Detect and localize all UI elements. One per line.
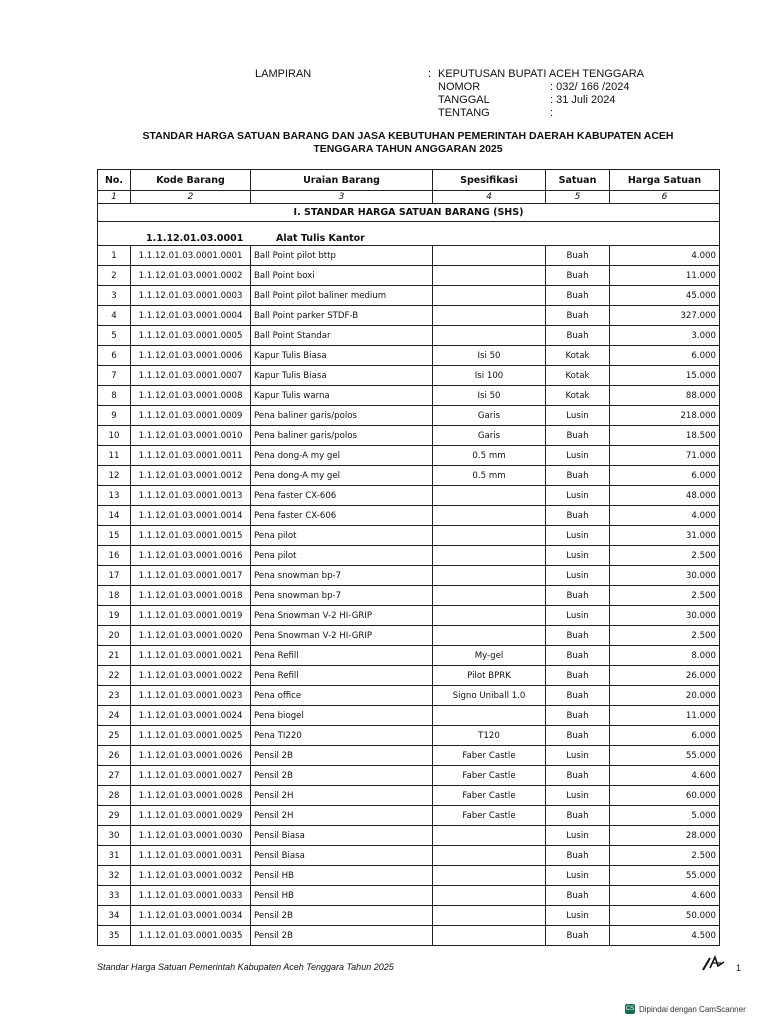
cell-spesifikasi: Faber Castle: [433, 786, 546, 806]
cell-no: 25: [98, 726, 131, 746]
cell-kode-barang: 1.1.12.01.03.0001.0012: [131, 466, 251, 486]
cell-spesifikasi: [433, 306, 546, 326]
cell-kode-barang: 1.1.12.01.03.0001.0007: [131, 366, 251, 386]
header-harga-satuan: Harga Satuan: [610, 170, 720, 191]
cell-kode-barang: 1.1.12.01.03.0001.0017: [131, 566, 251, 586]
table-row: [98, 486, 720, 506]
cell-harga-satuan: 6.000: [610, 346, 720, 366]
cell-satuan: Lusin: [546, 606, 610, 626]
cell-kode-barang: 1.1.12.01.03.0001.0023: [131, 686, 251, 706]
cell-spesifikasi: My-gel: [433, 646, 546, 666]
table-row: [98, 566, 720, 586]
cell-uraian-barang: Pensil 2B: [251, 746, 433, 766]
cell-uraian-barang: Ball Point Standar: [251, 326, 433, 346]
cell-kode-barang: 1.1.12.01.03.0001.0024: [131, 706, 251, 726]
cell-spesifikasi: 0.5 mm: [433, 446, 546, 466]
cell-kode-barang: 1.1.12.01.03.0001.0001: [131, 246, 251, 266]
cell-satuan: Buah: [546, 806, 610, 826]
cell-uraian-barang: Pensil Biasa: [251, 826, 433, 846]
cell-uraian-barang: Ball Point parker STDF-B: [251, 306, 433, 326]
cell-kode-barang: 1.1.12.01.03.0001.0005: [131, 326, 251, 346]
title-line-2: TENGGARA TAHUN ANGGARAN 2025: [313, 143, 503, 155]
cell-spesifikasi: [433, 926, 546, 946]
cell-no: 16: [98, 546, 131, 566]
tanggal-label: TANGGAL: [438, 94, 490, 106]
cell-harga-satuan: 71.000: [610, 446, 720, 466]
cell-uraian-barang: Kapur Tulis warna: [251, 386, 433, 406]
table-row: [98, 326, 720, 346]
cell-satuan: Buah: [546, 886, 610, 906]
cell-kode-barang: 1.1.12.01.03.0001.0020: [131, 626, 251, 646]
cell-harga-satuan: 218.000: [610, 406, 720, 426]
cell-no: 35: [98, 926, 131, 946]
cell-spesifikasi: [433, 906, 546, 926]
cell-harga-satuan: 8.000: [610, 646, 720, 666]
tentang-label: TENTANG: [438, 107, 490, 119]
nomor-value: : 032/ 166 /2024: [550, 81, 630, 93]
cell-satuan: Buah: [546, 306, 610, 326]
cell-no: 7: [98, 366, 131, 386]
cell-uraian-barang: Pena dong-A my gel: [251, 446, 433, 466]
cell-kode-barang: 1.1.12.01.03.0001.0025: [131, 726, 251, 746]
cell-spesifikasi: 0.5 mm: [433, 466, 546, 486]
cell-spesifikasi: T120: [433, 726, 546, 746]
cell-uraian-barang: Ball Point boxi: [251, 266, 433, 286]
tanggal-value: : 31 Juli 2024: [550, 94, 616, 106]
cell-spesifikasi: [433, 586, 546, 606]
cell-satuan: Lusin: [546, 486, 610, 506]
cell-spesifikasi: Isi 50: [433, 346, 546, 366]
cell-kode-barang: 1.1.12.01.03.0001.0028: [131, 786, 251, 806]
cell-uraian-barang: Pensil 2H: [251, 786, 433, 806]
table-row: [98, 606, 720, 626]
column-number: 5: [546, 191, 610, 204]
cell-harga-satuan: 2.500: [610, 546, 720, 566]
lampiran-colon: :: [428, 68, 432, 80]
header-no: No.: [98, 170, 131, 191]
cell-no: 23: [98, 686, 131, 706]
cell-spesifikasi: [433, 546, 546, 566]
cell-harga-satuan: 30.000: [610, 606, 720, 626]
cell-harga-satuan: 6.000: [610, 726, 720, 746]
column-number: 1: [98, 191, 131, 204]
column-number: 2: [131, 191, 251, 204]
cell-harga-satuan: 2.500: [610, 846, 720, 866]
cell-uraian-barang: Pena pilot: [251, 546, 433, 566]
column-number: 3: [251, 191, 433, 204]
cell-kode-barang: 1.1.12.01.03.0001.0003: [131, 286, 251, 306]
cell-spesifikasi: Faber Castle: [433, 746, 546, 766]
cell-harga-satuan: 88.000: [610, 386, 720, 406]
cell-spesifikasi: [433, 566, 546, 586]
cell-satuan: Lusin: [546, 526, 610, 546]
table-row: [98, 546, 720, 566]
cell-harga-satuan: 31.000: [610, 526, 720, 546]
cell-harga-satuan: 327.000: [610, 306, 720, 326]
price-table: [97, 169, 720, 946]
cell-satuan: Kotak: [546, 366, 610, 386]
table-row: [98, 886, 720, 906]
table-row: [98, 726, 720, 746]
camscanner-text: Dipindai dengan CamScanner: [639, 1004, 746, 1014]
table-row: [98, 586, 720, 606]
nomor-label: NOMOR: [438, 81, 481, 93]
table-row: [98, 646, 720, 666]
cell-uraian-barang: Ball Point pilot bttp: [251, 246, 433, 266]
cell-satuan: Buah: [546, 766, 610, 786]
cell-satuan: Buah: [546, 846, 610, 866]
document-title: [100, 130, 716, 156]
cell-no: 22: [98, 666, 131, 686]
cell-spesifikasi: [433, 826, 546, 846]
cell-kode-barang: 1.1.12.01.03.0001.0006: [131, 346, 251, 366]
column-number: 6: [610, 191, 720, 204]
table-row: [98, 846, 720, 866]
table-row: [98, 866, 720, 886]
cell-uraian-barang: Pena baliner garis/polos: [251, 426, 433, 446]
cell-satuan: Buah: [546, 506, 610, 526]
cell-kode-barang: 1.1.12.01.03.0001.0022: [131, 666, 251, 686]
cell-uraian-barang: Pena Refill: [251, 646, 433, 666]
cell-harga-satuan: 2.500: [610, 586, 720, 606]
cell-harga-satuan: 4.600: [610, 886, 720, 906]
table-row: [98, 666, 720, 686]
cell-harga-satuan: 55.000: [610, 866, 720, 886]
cell-no: 15: [98, 526, 131, 546]
footer-text: Standar Harga Satuan Pemerintah Kabupaten Aceh Tenggara Tahun 2025: [97, 962, 394, 972]
cell-kode-barang: 1.1.12.01.03.0001.0027: [131, 766, 251, 786]
cell-no: 24: [98, 706, 131, 726]
cell-satuan: Buah: [546, 726, 610, 746]
cell-harga-satuan: 28.000: [610, 826, 720, 846]
cell-no: 3: [98, 286, 131, 306]
table-row: [98, 366, 720, 386]
cell-spesifikasi: [433, 506, 546, 526]
cell-uraian-barang: Pena TI220: [251, 726, 433, 746]
cell-spesifikasi: [433, 326, 546, 346]
table-row: [98, 806, 720, 826]
cell-kode-barang: 1.1.12.01.03.0001.0014: [131, 506, 251, 526]
cell-no: 18: [98, 586, 131, 606]
cell-no: 12: [98, 466, 131, 486]
cell-spesifikasi: [433, 526, 546, 546]
cell-harga-satuan: 4.000: [610, 506, 720, 526]
header-uraian-barang: Uraian Barang: [251, 170, 433, 191]
cell-kode-barang: 1.1.12.01.03.0001.0021: [131, 646, 251, 666]
table-row: [98, 506, 720, 526]
cell-no: 5: [98, 326, 131, 346]
cell-uraian-barang: Pensil 2B: [251, 926, 433, 946]
cell-harga-satuan: 4.000: [610, 246, 720, 266]
cell-kode-barang: 1.1.12.01.03.0001.0034: [131, 906, 251, 926]
group-code: 1.1.12.01.03.0001: [146, 233, 244, 244]
cell-harga-satuan: 60.000: [610, 786, 720, 806]
cell-satuan: Lusin: [546, 746, 610, 766]
cell-kode-barang: 1.1.12.01.03.0001.0008: [131, 386, 251, 406]
cell-harga-satuan: 45.000: [610, 286, 720, 306]
group-row: [98, 232, 720, 246]
cell-kode-barang: 1.1.12.01.03.0001.0030: [131, 826, 251, 846]
cell-satuan: Buah: [546, 426, 610, 446]
cell-no: 14: [98, 506, 131, 526]
cell-uraian-barang: Pena baliner garis/polos: [251, 406, 433, 426]
cell-uraian-barang: Pena dong-A my gel: [251, 466, 433, 486]
cell-kode-barang: 1.1.12.01.03.0001.0029: [131, 806, 251, 826]
cell-uraian-barang: Pensil 2B: [251, 906, 433, 926]
spacer-row: [98, 222, 720, 233]
cell-kode-barang: 1.1.12.01.03.0001.0019: [131, 606, 251, 626]
cell-no: 33: [98, 886, 131, 906]
cell-satuan: Buah: [546, 266, 610, 286]
table-row: [98, 686, 720, 706]
cell-spesifikasi: [433, 246, 546, 266]
table-header-row: [98, 170, 720, 191]
cell-spesifikasi: [433, 846, 546, 866]
cell-no: 19: [98, 606, 131, 626]
camscanner-watermark: [625, 1004, 746, 1014]
table-row: [98, 906, 720, 926]
cell-uraian-barang: Pena Refill: [251, 666, 433, 686]
cell-satuan: Lusin: [546, 826, 610, 846]
cell-uraian-barang: Pena snowman bp-7: [251, 586, 433, 606]
cell-spesifikasi: Faber Castle: [433, 766, 546, 786]
group-name: Alat Tulis Kantor: [276, 233, 365, 244]
header-satuan: Satuan: [546, 170, 610, 191]
cell-spesifikasi: Garis: [433, 406, 546, 426]
table-row: [98, 926, 720, 946]
cell-no: 20: [98, 626, 131, 646]
cell-satuan: Buah: [546, 666, 610, 686]
table-row: [98, 746, 720, 766]
cell-satuan: Kotak: [546, 386, 610, 406]
cell-no: 8: [98, 386, 131, 406]
cell-uraian-barang: Pena faster CX-606: [251, 486, 433, 506]
cell-kode-barang: 1.1.12.01.03.0001.0015: [131, 526, 251, 546]
cell-harga-satuan: 11.000: [610, 706, 720, 726]
table-row: [98, 706, 720, 726]
tentang-value: :: [550, 107, 554, 119]
cell-no: 28: [98, 786, 131, 806]
cell-uraian-barang: Pena faster CX-606: [251, 506, 433, 526]
cell-kode-barang: 1.1.12.01.03.0001.0018: [131, 586, 251, 606]
cell-satuan: Buah: [546, 646, 610, 666]
cell-satuan: Buah: [546, 466, 610, 486]
cell-kode-barang: 1.1.12.01.03.0001.0031: [131, 846, 251, 866]
cell-harga-satuan: 30.000: [610, 566, 720, 586]
cell-uraian-barang: Pena Snowman V-2 HI-GRIP: [251, 626, 433, 646]
cell-no: 1: [98, 246, 131, 266]
cell-harga-satuan: 6.000: [610, 466, 720, 486]
cell-uraian-barang: Pensil 2B: [251, 766, 433, 786]
cell-uraian-barang: Pena snowman bp-7: [251, 566, 433, 586]
cell-no: 29: [98, 806, 131, 826]
header-spesifikasi: Spesifikasi: [433, 170, 546, 191]
cell-uraian-barang: Pena Snowman V-2 HI-GRIP: [251, 606, 433, 626]
section-title: I. STANDAR HARGA SATUAN BARANG (SHS): [98, 204, 720, 222]
cell-no: 17: [98, 566, 131, 586]
table-row: [98, 246, 720, 266]
table-row: [98, 826, 720, 846]
table-row: [98, 446, 720, 466]
cell-spesifikasi: [433, 866, 546, 886]
cell-no: 11: [98, 446, 131, 466]
cell-uraian-barang: Pensil HB: [251, 866, 433, 886]
cell-kode-barang: 1.1.12.01.03.0001.0032: [131, 866, 251, 886]
cell-no: 31: [98, 846, 131, 866]
cell-harga-satuan: 2.500: [610, 626, 720, 646]
cell-uraian-barang: Pena biogel: [251, 706, 433, 726]
cell-spesifikasi: Faber Castle: [433, 806, 546, 826]
column-number-row: [98, 191, 720, 204]
table-row: [98, 386, 720, 406]
cell-spesifikasi: Pilot BPRK: [433, 666, 546, 686]
cell-satuan: Lusin: [546, 546, 610, 566]
cell-uraian-barang: Pena office: [251, 686, 433, 706]
cell-satuan: Buah: [546, 246, 610, 266]
cell-kode-barang: 1.1.12.01.03.0001.0011: [131, 446, 251, 466]
cell-uraian-barang: Kapur Tulis Biasa: [251, 366, 433, 386]
cell-kode-barang: 1.1.12.01.03.0001.0026: [131, 746, 251, 766]
cell-kode-barang: 1.1.12.01.03.0001.0010: [131, 426, 251, 446]
cell-harga-satuan: 26.000: [610, 666, 720, 686]
cell-harga-satuan: 20.000: [610, 686, 720, 706]
cell-harga-satuan: 55.000: [610, 746, 720, 766]
cell-satuan: Buah: [546, 586, 610, 606]
cell-uraian-barang: Pensil HB: [251, 886, 433, 906]
cell-satuan: Lusin: [546, 566, 610, 586]
cell-no: 21: [98, 646, 131, 666]
cell-satuan: Buah: [546, 286, 610, 306]
cell-no: 13: [98, 486, 131, 506]
cell-uraian-barang: Pensil Biasa: [251, 846, 433, 866]
table-row: [98, 766, 720, 786]
table-row: [98, 306, 720, 326]
cell-no: 2: [98, 266, 131, 286]
keputusan-title: KEPUTUSAN BUPATI ACEH TENGGARA: [438, 68, 644, 80]
cell-satuan: Buah: [546, 686, 610, 706]
cell-harga-satuan: 50.000: [610, 906, 720, 926]
cell-no: 26: [98, 746, 131, 766]
cell-spesifikasi: Isi 50: [433, 386, 546, 406]
cell-harga-satuan: 5.000: [610, 806, 720, 826]
table-row: [98, 346, 720, 366]
cell-uraian-barang: Pena pilot: [251, 526, 433, 546]
cell-uraian-barang: Ball Point pilot baliner medium: [251, 286, 433, 306]
cell-kode-barang: 1.1.12.01.03.0001.0004: [131, 306, 251, 326]
cell-satuan: Buah: [546, 706, 610, 726]
cell-no: 9: [98, 406, 131, 426]
cell-spesifikasi: Garis: [433, 426, 546, 446]
cell-harga-satuan: 11.000: [610, 266, 720, 286]
cell-no: 6: [98, 346, 131, 366]
table-row: [98, 426, 720, 446]
cell-no: 10: [98, 426, 131, 446]
cell-satuan: Lusin: [546, 446, 610, 466]
cell-no: 32: [98, 866, 131, 886]
cell-harga-satuan: 3.000: [610, 326, 720, 346]
header-kode-barang: Kode Barang: [131, 170, 251, 191]
cell-spesifikasi: [433, 706, 546, 726]
cell-no: 4: [98, 306, 131, 326]
cell-spesifikasi: Isi 100: [433, 366, 546, 386]
table-row: [98, 266, 720, 286]
table-row: [98, 466, 720, 486]
cell-no: 27: [98, 766, 131, 786]
cell-spesifikasi: [433, 486, 546, 506]
cell-satuan: Kotak: [546, 346, 610, 366]
initials-signature: [700, 954, 730, 972]
cell-satuan: Buah: [546, 926, 610, 946]
cell-satuan: Lusin: [546, 866, 610, 886]
cell-satuan: Buah: [546, 326, 610, 346]
cell-harga-satuan: 18.500: [610, 426, 720, 446]
cell-spesifikasi: [433, 286, 546, 306]
cell-harga-satuan: 4.500: [610, 926, 720, 946]
cell-spesifikasi: [433, 886, 546, 906]
cell-satuan: Lusin: [546, 786, 610, 806]
cell-harga-satuan: 15.000: [610, 366, 720, 386]
cell-kode-barang: 1.1.12.01.03.0001.0009: [131, 406, 251, 426]
title-line-1: STANDAR HARGA SATUAN BARANG DAN JASA KEBUTUHAN PEMERINTAH DAERAH KABUPATEN ACEH: [142, 130, 674, 142]
camscanner-logo-icon: CS: [625, 1006, 635, 1012]
table-row: [98, 286, 720, 306]
cell-spesifikasi: Signo Uniball 1.0: [433, 686, 546, 706]
section-row: [98, 204, 720, 222]
cell-spesifikasi: [433, 626, 546, 646]
cell-uraian-barang: Kapur Tulis Biasa: [251, 346, 433, 366]
cell-kode-barang: 1.1.12.01.03.0001.0016: [131, 546, 251, 566]
table-row: [98, 526, 720, 546]
cell-kode-barang: 1.1.12.01.03.0001.0002: [131, 266, 251, 286]
cell-uraian-barang: Pensil 2H: [251, 806, 433, 826]
cell-harga-satuan: 48.000: [610, 486, 720, 506]
cell-satuan: Lusin: [546, 406, 610, 426]
lampiran-label: LAMPIRAN: [255, 68, 312, 80]
cell-kode-barang: 1.1.12.01.03.0001.0035: [131, 926, 251, 946]
table-row: [98, 786, 720, 806]
cell-no: 30: [98, 826, 131, 846]
cell-spesifikasi: [433, 266, 546, 286]
cell-harga-satuan: 4.600: [610, 766, 720, 786]
page-number: 1: [736, 963, 742, 973]
cell-kode-barang: 1.1.12.01.03.0001.0033: [131, 886, 251, 906]
cell-satuan: Buah: [546, 626, 610, 646]
table-row: [98, 406, 720, 426]
cell-kode-barang: 1.1.12.01.03.0001.0013: [131, 486, 251, 506]
column-number: 4: [433, 191, 546, 204]
table-row: [98, 626, 720, 646]
cell-spesifikasi: [433, 606, 546, 626]
cell-no: 34: [98, 906, 131, 926]
cell-satuan: Lusin: [546, 906, 610, 926]
